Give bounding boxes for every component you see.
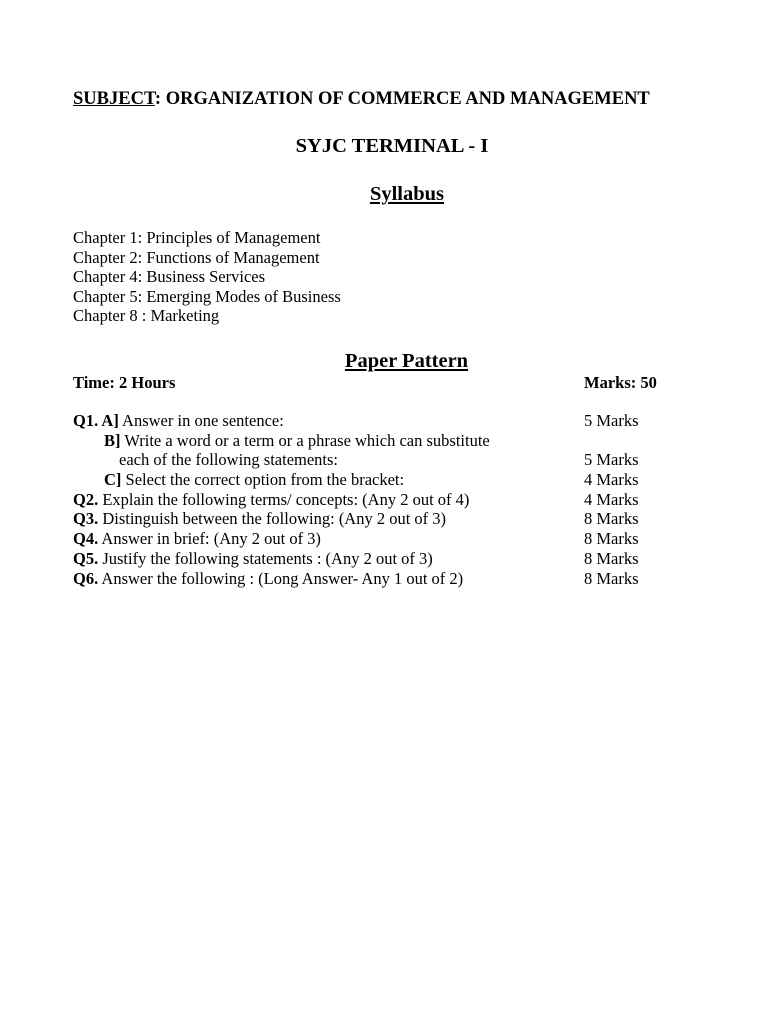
exam-total-marks: Marks: 50	[584, 373, 657, 392]
question-text: each of the following statements:	[119, 450, 339, 470]
question-text: Explain the following terms/ concepts: (Any 2 out of 4)	[98, 489, 470, 509]
question-text: Justify the following statements : (Any 2 out of 3)	[98, 548, 433, 568]
question-marks: 8 Marks	[584, 548, 639, 568]
syllabus-title: Syllabus	[369, 183, 445, 205]
question-number: Q6.	[73, 568, 99, 588]
question-row	[73, 431, 693, 451]
question-row	[73, 509, 693, 529]
question-number: C]	[104, 470, 122, 490]
question-list	[73, 411, 693, 588]
chapter-item: Chapter 8 : Marketing	[73, 306, 220, 326]
subject-heading	[73, 88, 753, 110]
exam-title: SYJC TERMINAL - I	[295, 135, 489, 157]
question-number: Q4.	[73, 529, 99, 549]
question-number: Q3.	[73, 509, 99, 529]
question-text: Distinguish between the following: (Any 2 out of 3)	[98, 509, 447, 529]
subject-value: : ORGANIZATION OF COMMERCE AND MANAGEMENT	[154, 89, 650, 109]
exam-time: Time: 2 Hours	[73, 373, 176, 392]
chapter-item: Chapter 4: Business Services	[73, 267, 266, 287]
question-marks: 5 Marks	[584, 411, 639, 430]
chapter-list	[73, 228, 341, 326]
question-text: Answer in brief: (Any 2 out of 3)	[98, 529, 321, 549]
question-number: Q1. A]	[73, 411, 119, 430]
question-row	[73, 470, 693, 490]
question-number: B]	[104, 430, 121, 450]
chapter-item: Chapter 1: Principles of Management	[73, 228, 321, 247]
question-row	[73, 411, 693, 431]
question-text: Write a word or a term or a phrase which can substitute	[120, 430, 490, 450]
question-row	[73, 569, 693, 589]
paper-pattern-title: Paper Pattern	[344, 350, 469, 372]
question-text: Answer in one sentence:	[118, 411, 284, 430]
chapter-item: Chapter 2: Functions of Management	[73, 247, 320, 267]
question-marks: 5 Marks	[584, 450, 639, 470]
subject-label: SUBJECT	[73, 89, 155, 109]
question-row	[73, 450, 693, 470]
chapter-item: Chapter 5: Emerging Modes of Business	[73, 286, 341, 306]
question-marks: 8 Marks	[584, 529, 639, 549]
question-text: Answer the following : (Long Answer- Any 1 out of 2)	[98, 568, 464, 588]
question-row	[73, 529, 693, 549]
question-marks: 8 Marks	[584, 509, 639, 529]
question-row	[73, 549, 693, 569]
exam-meta-row	[73, 373, 673, 393]
question-text: Select the correct option from the bracket:	[121, 470, 405, 490]
question-number: Q5.	[73, 548, 99, 568]
question-marks: 4 Marks	[584, 470, 639, 490]
question-row	[73, 490, 693, 510]
question-marks: 8 Marks	[584, 568, 639, 588]
question-marks: 4 Marks	[584, 489, 639, 509]
question-number: Q2.	[73, 489, 99, 509]
